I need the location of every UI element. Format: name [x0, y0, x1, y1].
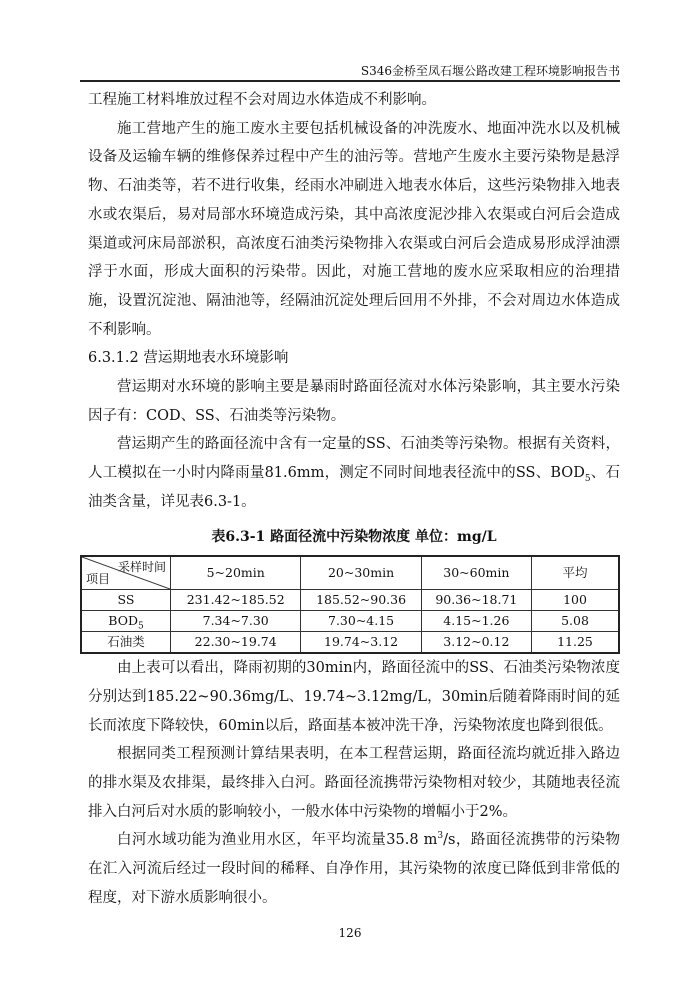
paragraph: 工程施工材料堆放过程不会对周边水体造成不利影响。: [88, 92, 436, 108]
text-run: 白河水域功能为渔业用水区，年平均流量35.8 m: [117, 832, 438, 849]
paragraph: 营运期对水环境的影响主要是暴雨时路面径流对水体污染影响，其主要水污染因子有：COD、SS、石油类等污染物。: [88, 379, 620, 424]
table-cell: 100: [532, 590, 620, 611]
column-header: 5~20min: [171, 556, 301, 590]
table-cell: 7.30~4.15: [301, 611, 421, 632]
table-row: [81, 611, 619, 632]
text-run: 、石油类含量，详见表6.3-1。: [88, 465, 620, 510]
row-label: [81, 632, 171, 654]
header-rule: [80, 80, 620, 82]
page-number: 126: [338, 926, 362, 940]
table-cell: 231.42~185.52: [171, 590, 301, 611]
paragraph: 由上表可以看出，降雨初期的30min内，路面径流中的SS、石油类污染物浓度分别达到185.22~90.36mg/L、19.74~3.12mg/L，30min后随着降雨时间的延长而浓度下降较快，60min以后，路面基本被冲洗干净，污染物浓度也降到很低。: [88, 660, 620, 734]
table-cell: 7.34~7.30: [171, 611, 301, 632]
table-cell: 5.08: [532, 611, 620, 632]
table-cell: 3.12~0.12: [421, 632, 531, 654]
pollutant-table: [80, 555, 620, 654]
text-run: 营运期产生的路面径流中含有一定量的SS、石油类等污染物。根据有关资料，人工模拟在一小时内降雨量81.6mm，测定不同时间地表径流中的SS、BOD: [88, 436, 620, 482]
table-cell: 4.15~1.26: [421, 611, 531, 632]
subscript: 5: [584, 474, 591, 485]
table-cell: 22.30~19.74: [171, 632, 301, 654]
text-run: /s，路面径流携带的污染物在汇入河流后经过一段时间的稀释、自净作用，其污染物的浓度已降低到非常低的程度，对下游水质影响很小。: [88, 832, 620, 906]
running-header: S346金桥至凤石堰公路改建工程环境影响报告书: [360, 64, 620, 78]
table-caption: 表6.3-1 路面径流中污染物浓度 单位：mg/L: [211, 528, 497, 545]
row-label-text: 石油类: [107, 634, 145, 650]
table-cell: 90.36~18.71: [421, 590, 531, 611]
corner-bottom-label: 项目: [86, 572, 111, 587]
document-body: [88, 86, 620, 913]
corner-top-label: 采样时间: [117, 560, 166, 575]
column-header: 平均: [532, 556, 620, 590]
corner-header-cell: [81, 556, 171, 590]
table-cell: 19.74~3.12: [301, 632, 421, 654]
table-header-row: [81, 556, 619, 590]
column-header: 20~30min: [301, 556, 421, 590]
paragraph: [88, 430, 620, 516]
table-row: [81, 590, 619, 611]
column-header: 30~60min: [421, 556, 531, 590]
paragraph: 根据同类工程预测计算结果表明，在本工程营运期，路面径流均就近排入路边的排水渠及农排渠，最终排入白河。路面径流携带污染物相对较少，其随地表径流排入白河后对水质的影响较小，一般水体中污染物的增幅小于2%。: [88, 746, 620, 820]
subscript: 5: [137, 621, 144, 632]
table-cell: 185.52~90.36: [301, 590, 421, 611]
section-heading: 6.3.1.2 营运期地表水环境影响: [88, 350, 289, 367]
row-label: [81, 611, 171, 632]
superscript: 3: [437, 831, 444, 842]
row-label-text: SS: [117, 592, 135, 608]
table-cell: 11.25: [532, 632, 620, 654]
row-label-text: BOD: [108, 613, 138, 629]
paragraph: [88, 826, 620, 912]
row-label: [81, 590, 171, 611]
paragraph: 施工营地产生的施工废水主要包括机械设备的冲洗废水、地面冲洗水以及机械设备及运输车辆的维修保养过程中产生的油污等。营地产生废水主要污染物是悬浮物、石油类等，若不进行收集，经雨水冲刷进入地表水体后，这些污染物排入地表水或农渠后，易对局部水环境造成污染，其中高浓度泥沙排入农渠或白河后会造成渠道或河床局部淤积，高浓度石油类污染物排入农渠或白河后会造成易形成浮油漂浮于水面，形成大面积的污染带。因此，对施工营地的废水应采取相应的治理措施，设置沉淀池、隔油池等，经隔油沉淀处理后回用不外排，不会对周边水体造成不利影响。: [88, 120, 620, 338]
table-row: [81, 632, 619, 654]
